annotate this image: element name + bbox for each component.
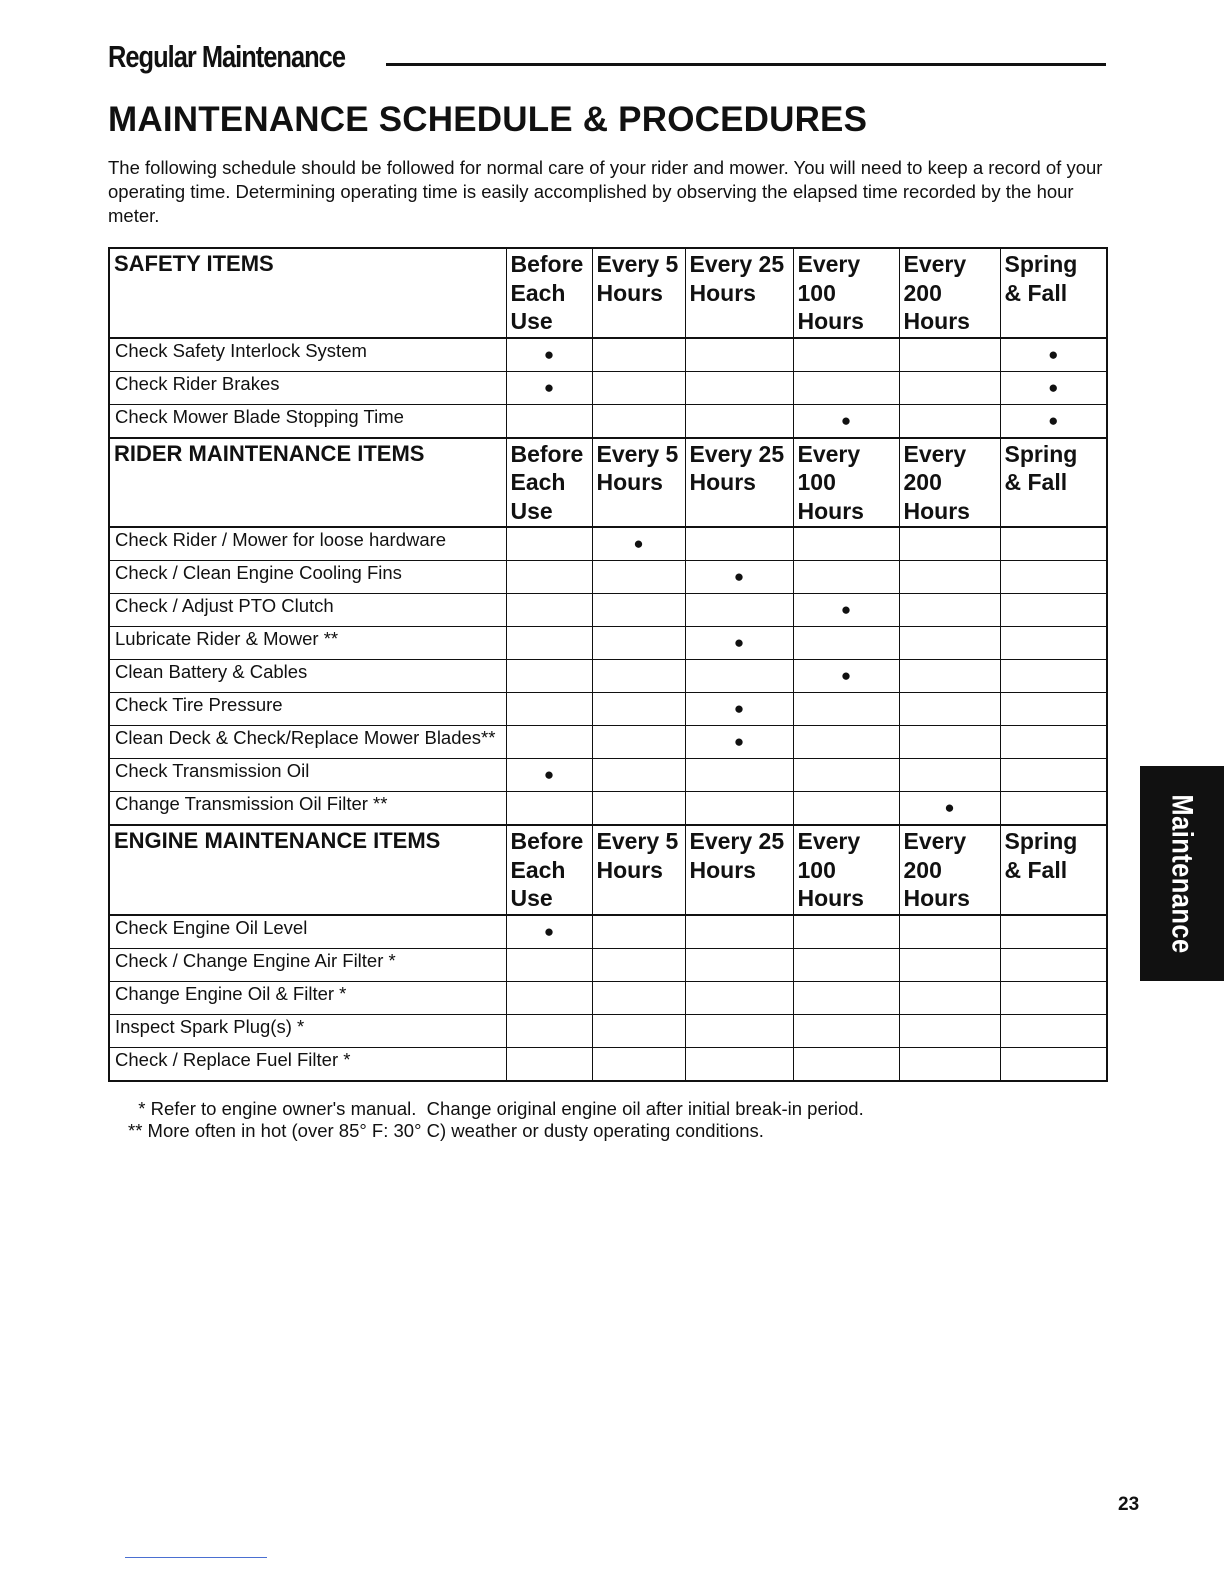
frequency-header: Every 100 Hours	[793, 248, 899, 338]
schedule-cell	[685, 915, 793, 949]
schedule-cell	[592, 527, 685, 561]
schedule-cell	[592, 726, 685, 759]
schedule-cell	[685, 404, 793, 438]
schedule-cell	[592, 594, 685, 627]
footnote-single-asterisk: * Refer to engine owner's manual. Change original engine oil after initial break-in period.	[128, 1098, 864, 1119]
task-label: Change Engine Oil & Filter *	[109, 981, 506, 1014]
frequency-header: Before Each Use	[506, 248, 592, 338]
frequency-header: Before Each Use	[506, 825, 592, 915]
frequency-header: Before Each Use	[506, 438, 592, 528]
task-label: Inspect Spark Plug(s) *	[109, 1014, 506, 1047]
frequency-header: Every 25 Hours	[685, 248, 793, 338]
schedule-cell	[899, 981, 1000, 1014]
schedule-cell	[506, 627, 592, 660]
schedule-cell	[506, 338, 592, 372]
schedule-cell	[1000, 759, 1107, 792]
schedule-cell	[1000, 1014, 1107, 1047]
group-header-row	[109, 825, 1107, 915]
schedule-cell	[592, 915, 685, 949]
schedule-cell	[793, 561, 899, 594]
table-row	[109, 981, 1107, 1014]
frequency-header: Every 200 Hours	[899, 248, 1000, 338]
schedule-cell	[793, 660, 899, 693]
schedule-cell	[1000, 561, 1107, 594]
bullet-mark: ●	[944, 798, 955, 817]
section-rule	[386, 63, 1106, 66]
bullet-mark: ●	[840, 666, 852, 685]
schedule-cell	[793, 627, 899, 660]
table-row	[109, 561, 1107, 594]
side-tab-label: Maintenance	[1166, 793, 1199, 954]
bullet-mark: ●	[840, 600, 852, 619]
frequency-header: Every 25 Hours	[685, 825, 793, 915]
table-row	[109, 594, 1107, 627]
schedule-cell	[506, 594, 592, 627]
schedule-cell	[506, 726, 592, 759]
schedule-cell	[1000, 693, 1107, 726]
schedule-cell	[793, 594, 899, 627]
schedule-cell	[592, 759, 685, 792]
schedule-cell	[1000, 981, 1107, 1014]
task-label: Check / Adjust PTO Clutch	[109, 594, 506, 627]
frequency-header: Every 5 Hours	[592, 825, 685, 915]
schedule-cell	[793, 948, 899, 981]
bullet-mark: ●	[1048, 410, 1059, 430]
maintenance-schedule-table	[108, 247, 1108, 1082]
task-label: Clean Battery & Cables	[109, 660, 506, 693]
schedule-cell	[506, 915, 592, 949]
table-row	[109, 404, 1107, 438]
schedule-cell	[899, 1014, 1000, 1047]
task-label: Check Safety Interlock System	[109, 338, 506, 372]
bullet-mark: ●	[543, 377, 555, 397]
table-row	[109, 792, 1107, 826]
schedule-cell	[1000, 660, 1107, 693]
schedule-cell	[793, 527, 899, 561]
schedule-cell	[506, 371, 592, 404]
schedule-cell	[1000, 726, 1107, 759]
schedule-cell	[1000, 627, 1107, 660]
table-row	[109, 915, 1107, 949]
schedule-cell	[899, 915, 1000, 949]
table-row	[109, 627, 1107, 660]
table-row	[109, 726, 1107, 759]
table-row	[109, 693, 1107, 726]
table-row	[109, 338, 1107, 372]
frequency-header: Every 100 Hours	[793, 825, 899, 915]
frequency-header: Every 25 Hours	[685, 438, 793, 528]
schedule-cell	[899, 726, 1000, 759]
schedule-cell	[506, 660, 592, 693]
table-row	[109, 527, 1107, 561]
schedule-cell	[793, 371, 899, 404]
group-header-row	[109, 248, 1107, 338]
schedule-cell	[793, 693, 899, 726]
task-label: Check Mower Blade Stopping Time	[109, 404, 506, 438]
schedule-cell	[1000, 404, 1107, 438]
schedule-cell	[899, 792, 1000, 826]
schedule-cell	[685, 561, 793, 594]
schedule-cell	[506, 759, 592, 792]
section-header	[108, 32, 1106, 72]
frequency-header: Spring & Fall	[1000, 438, 1107, 528]
schedule-cell	[793, 338, 899, 372]
schedule-cell	[506, 1014, 592, 1047]
table-row	[109, 1014, 1107, 1047]
schedule-cell	[685, 594, 793, 627]
task-label: Check Rider Brakes	[109, 371, 506, 404]
group-title: ENGINE MAINTENANCE ITEMS	[109, 825, 506, 915]
bottom-link-underline	[125, 1557, 267, 1558]
schedule-cell	[592, 1014, 685, 1047]
table-row	[109, 371, 1107, 404]
schedule-cell	[1000, 527, 1107, 561]
schedule-cell	[685, 660, 793, 693]
schedule-cell	[793, 981, 899, 1014]
schedule-cell	[506, 561, 592, 594]
schedule-cell	[793, 1014, 899, 1047]
schedule-cell	[685, 726, 793, 759]
schedule-cell	[685, 948, 793, 981]
schedule-cell	[592, 1047, 685, 1081]
task-label: Check Transmission Oil	[109, 759, 506, 792]
schedule-cell	[592, 948, 685, 981]
task-label: Check Engine Oil Level	[109, 915, 506, 949]
bullet-mark: ●	[733, 567, 745, 586]
schedule-cell	[685, 693, 793, 726]
schedule-cell	[592, 627, 685, 660]
schedule-cell	[1000, 792, 1107, 826]
schedule-cell	[899, 948, 1000, 981]
schedule-cell	[592, 561, 685, 594]
schedule-cell	[685, 627, 793, 660]
schedule-cell	[685, 371, 793, 404]
section-title: Regular Maintenance	[108, 39, 345, 74]
bullet-mark: ●	[543, 921, 555, 941]
schedule-cell	[793, 726, 899, 759]
schedule-cell	[506, 404, 592, 438]
schedule-cell	[685, 792, 793, 826]
footnotes	[128, 1098, 864, 1142]
schedule-cell	[685, 1014, 793, 1047]
bullet-mark: ●	[733, 732, 745, 751]
schedule-cell	[1000, 948, 1107, 981]
bullet-mark: ●	[1048, 344, 1059, 364]
schedule-cell	[685, 759, 793, 792]
page-number: 23	[1118, 1494, 1140, 1515]
table-row	[109, 1047, 1107, 1081]
schedule-cell	[506, 948, 592, 981]
schedule-cell	[685, 338, 793, 372]
footnote-double-asterisk: ** More often in hot (over 85° F: 30° C) weather or dusty operating conditions.	[128, 1120, 764, 1141]
schedule-cell	[592, 693, 685, 726]
schedule-cell	[793, 792, 899, 826]
schedule-cell	[592, 981, 685, 1014]
frequency-header: Spring & Fall	[1000, 248, 1107, 338]
group-header-row	[109, 438, 1107, 528]
schedule-cell	[592, 338, 685, 372]
task-label: Check / Replace Fuel Filter *	[109, 1047, 506, 1081]
table-row	[109, 759, 1107, 792]
schedule-cell	[899, 1047, 1000, 1081]
schedule-cell	[592, 371, 685, 404]
schedule-cell	[506, 1047, 592, 1081]
task-label: Clean Deck & Check/Replace Mower Blades**	[109, 726, 506, 759]
schedule-cell	[506, 693, 592, 726]
schedule-cell	[506, 981, 592, 1014]
schedule-cell	[1000, 1047, 1107, 1081]
schedule-cell	[1000, 371, 1107, 404]
frequency-header: Every 100 Hours	[793, 438, 899, 528]
schedule-cell	[899, 404, 1000, 438]
schedule-cell	[899, 338, 1000, 372]
frequency-header: Every 200 Hours	[899, 825, 1000, 915]
schedule-cell	[899, 527, 1000, 561]
schedule-cell	[899, 660, 1000, 693]
bullet-mark: ●	[733, 699, 745, 718]
bullet-mark: ●	[543, 344, 555, 364]
schedule-cell	[793, 759, 899, 792]
schedule-cell	[899, 759, 1000, 792]
table-row	[109, 660, 1107, 693]
maintenance-side-tab	[1140, 766, 1224, 981]
task-label: Check Rider / Mower for loose hardware	[109, 527, 506, 561]
frequency-header: Every 5 Hours	[592, 248, 685, 338]
schedule-cell	[592, 660, 685, 693]
page-title: MAINTENANCE SCHEDULE & PROCEDURES	[108, 100, 868, 139]
task-label: Lubricate Rider & Mower **	[109, 627, 506, 660]
schedule-cell	[899, 693, 1000, 726]
schedule-cell	[592, 404, 685, 438]
schedule-cell	[685, 527, 793, 561]
schedule-cell	[685, 1047, 793, 1081]
schedule-cell	[1000, 915, 1107, 949]
schedule-cell	[592, 792, 685, 826]
schedule-cell	[506, 792, 592, 826]
task-label: Change Transmission Oil Filter **	[109, 792, 506, 826]
bullet-mark: ●	[1048, 377, 1059, 397]
frequency-header: Spring & Fall	[1000, 825, 1107, 915]
table-row	[109, 948, 1107, 981]
frequency-header: Every 5 Hours	[592, 438, 685, 528]
group-title: RIDER MAINTENANCE ITEMS	[109, 438, 506, 528]
schedule-cell	[899, 561, 1000, 594]
schedule-cell	[899, 371, 1000, 404]
task-label: Check / Clean Engine Cooling Fins	[109, 561, 506, 594]
schedule-cell	[793, 404, 899, 438]
bullet-mark: ●	[543, 765, 555, 784]
task-label: Check Tire Pressure	[109, 693, 506, 726]
bullet-mark: ●	[733, 633, 745, 652]
bullet-mark: ●	[633, 534, 644, 553]
schedule-cell	[1000, 594, 1107, 627]
schedule-cell	[685, 981, 793, 1014]
intro-paragraph: The following schedule should be followed for normal care of your rider and mower. You will need to keep a record of your operating time. Determining operating time is easily accomplished by observing the elapsed time recorded by the hour meter.	[108, 157, 1103, 226]
schedule-cell	[899, 627, 1000, 660]
schedule-cell	[506, 527, 592, 561]
schedule-cell	[793, 1047, 899, 1081]
frequency-header: Every 200 Hours	[899, 438, 1000, 528]
bullet-mark: ●	[840, 410, 852, 430]
schedule-cell	[899, 594, 1000, 627]
schedule-cell	[793, 915, 899, 949]
schedule-cell	[1000, 338, 1107, 372]
task-label: Check / Change Engine Air Filter *	[109, 948, 506, 981]
group-title: SAFETY ITEMS	[109, 248, 506, 338]
